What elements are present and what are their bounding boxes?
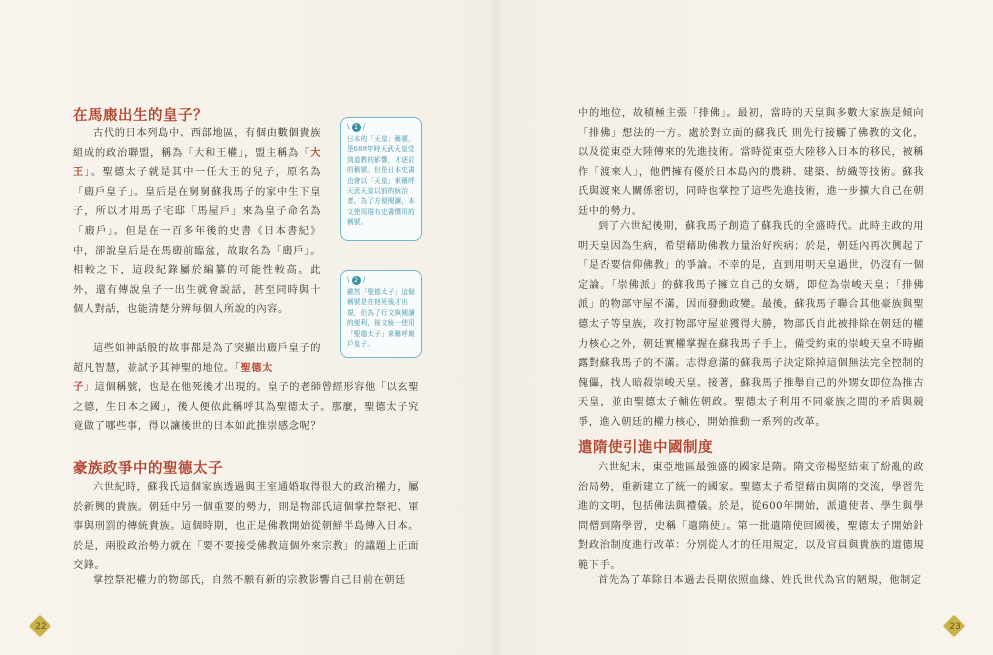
- highlight-term-shotoku-end: 子: [73, 381, 84, 393]
- sidenote-text: 雖然「聖德太子」這個稱號是在他死後才出現，但為了行文與閱讀的便利，後文統一使用「聖德太子」來稱呼廄戶皇子。: [347, 288, 415, 349]
- paragraph-legend: [73, 339, 321, 378]
- sidenote-text: 日本的「天皇」稱號，是689年時天武天皇受到道教的影響，才逐訂的稱號。但是日本史書也會以「天皇」來稱呼天武天皇以前的統治者。為了方便閱讀，本文使用現有史書慣用的稱號。: [347, 135, 415, 227]
- paragraph-soga: 中的地位，故積極主張「排佛」。最初，當時的天皇與多數大家族是傾向「排佛」想法的一方。處於對立面的蘇我氏 則先行接觸了佛教的文化，以及從東亞大陸傳來的先進技術。當時從東亞大陸移入日本的移民，被稱作「渡來人」，他們擁有優於日本島內的農耕、建築、紡織等技術。蘇我氏與渡來人關係密切，同時也掌控了這些先進技術，進一步擴大自己在朝廷中的勢力。: [578, 108, 924, 217]
- page-number-right: [944, 616, 966, 638]
- sidenote-number: \ 2 /: [347, 276, 366, 284]
- sidenote-2: [340, 270, 422, 358]
- page-number-left: [30, 616, 52, 638]
- paragraph-text: 」這個稱號，也是在他死後才出現的。皇子的老師曾經形容他「以玄聖之德，生日本之國」，後人便依此稱呼其為聖德太子。那麼，聖德太子究竟做了哪些事，得以讓後世的日本如此推崇感念呢？: [73, 382, 419, 433]
- paragraph-umako: 到了六世紀後期，蘇我馬子創造了蘇我氏的全盛時代。此時主政的用明天皇因為生病，希望藉助佛教力量治好疾病；於是，朝廷內再次興起了「是否要信仰佛教」的爭論。不幸的是，直到用明天皇過世，仍沒有一個定論。「崇佛派」的蘇我馬子擁立自己的女婿，即位為崇峻天皇；「排佛派」的物部守屋不滿，因而發動政變。最後，蘇我馬子聯合其他豪族與聖德太子等皇族，攻打物部守屋並獲得大勝，物部氏自此被排除在朝廷的權力核心之外，朝廷實權掌握在蘇我馬子手上，備受約束的崇峻天皇不時顯露對蘇我馬子的不滿。志得意滿的蘇我馬子決定除掉這個無法完全控制的傀儡，找人暗殺崇峻天皇。接著，蘇我馬子推舉自己的外甥女即位為推古天皇，並由聖德太子輔佐朝政。聖德太子利用不同豪族之間的矛盾與競爭，進入朝廷的權力核心，開始推動一系列的改革。: [578, 221, 924, 428]
- section-heading-politics: 豪族政爭中的聖德太子: [73, 460, 223, 477]
- paragraph-reform: 首先為了革除日本過去長期依照血緣、姓氏世代為官的陋規，他制定: [598, 575, 922, 586]
- paragraph-birth: [73, 124, 321, 320]
- highlight-term-shotoku: 聖德太: [240, 361, 273, 374]
- section-heading-envoys: 遣隋使引進中國制度: [578, 439, 713, 456]
- paragraph-sui: 六世紀末，東亞地區最強盛的國家是隋。隋文帝楊堅結束了紛亂的政治局勢，重新建立了統一的國家。聖德太子希望藉由與隋的交流，學習先進的文明，包括佛法與禮儀。於是，從600年開始，派遣使者、學生與學問僧到隋學習，史稱「遣隋使」。第一批遣隋使回國後，聖德太子開始針對政治制度進行改革：分別從人才的任用規定，以及官員與貴族的道德規範下手。: [578, 462, 924, 571]
- paragraph-text: 這些如神話般的故事都是為了突顯出廄戶皇子的超凡智慧，並試予其神聖的地位。「: [73, 343, 321, 374]
- sidenote-badge-icon: 1: [352, 123, 361, 132]
- page-number-text: 22: [35, 622, 47, 632]
- paragraph-mononobe: 掌控祭祀權力的物部氏，自然不願有新的宗教影響自己目前在朝廷: [93, 575, 406, 586]
- sidenote-number: \ 1 /: [347, 123, 366, 131]
- section-heading-birth: 在馬廄出生的皇子？: [73, 107, 208, 124]
- highlight-term-daio: 大王: [73, 146, 321, 179]
- sidenote-badge-icon: 2: [352, 276, 361, 285]
- paragraph-legend-cont: [73, 378, 419, 437]
- paragraph-clans: 六世紀時，蘇我氏這個家族透過與王室通婚取得很大的政治權力，屬於新興的貴族。朝廷中另一個重要的勢力，則是物部氏這個掌控祭祀、軍事與刑罰的傳統貴族。這個時期，也正是佛教開始從朝鮮半島傳入日本。於是，兩股政治勢力就在「要不要接受佛教這個外來宗教」的議題上正面交鋒。: [73, 482, 419, 572]
- paragraph-text: 古代的日本列島中、西部地區，有個由數個貴族組成的政治聯盟，稱為「大和王權」，盟主稱為「: [73, 128, 321, 159]
- page-number-text: 23: [949, 622, 961, 632]
- paragraph-text: 」。聖德太子就是其中一任大王的兒子，原名為「廄戶皇子」。皇后是在舅舅蘇我馬子的家中生下皇子，所以才用馬子宅邸「馬屋戶」來為皇子命名為「廄戶」。但是在一百多年後的史書《日本書紀》中，卻說皇后是在馬廄前臨盆，故取名為「廄戶」。相較之下，這段紀錄屬於編纂的可能性較高。此外，還有傳說皇子一出生就會說話，甚至同時與十個人對話，也能清楚分辨每個人所說的內容。: [73, 167, 321, 316]
- sidenote-1: [340, 117, 422, 241]
